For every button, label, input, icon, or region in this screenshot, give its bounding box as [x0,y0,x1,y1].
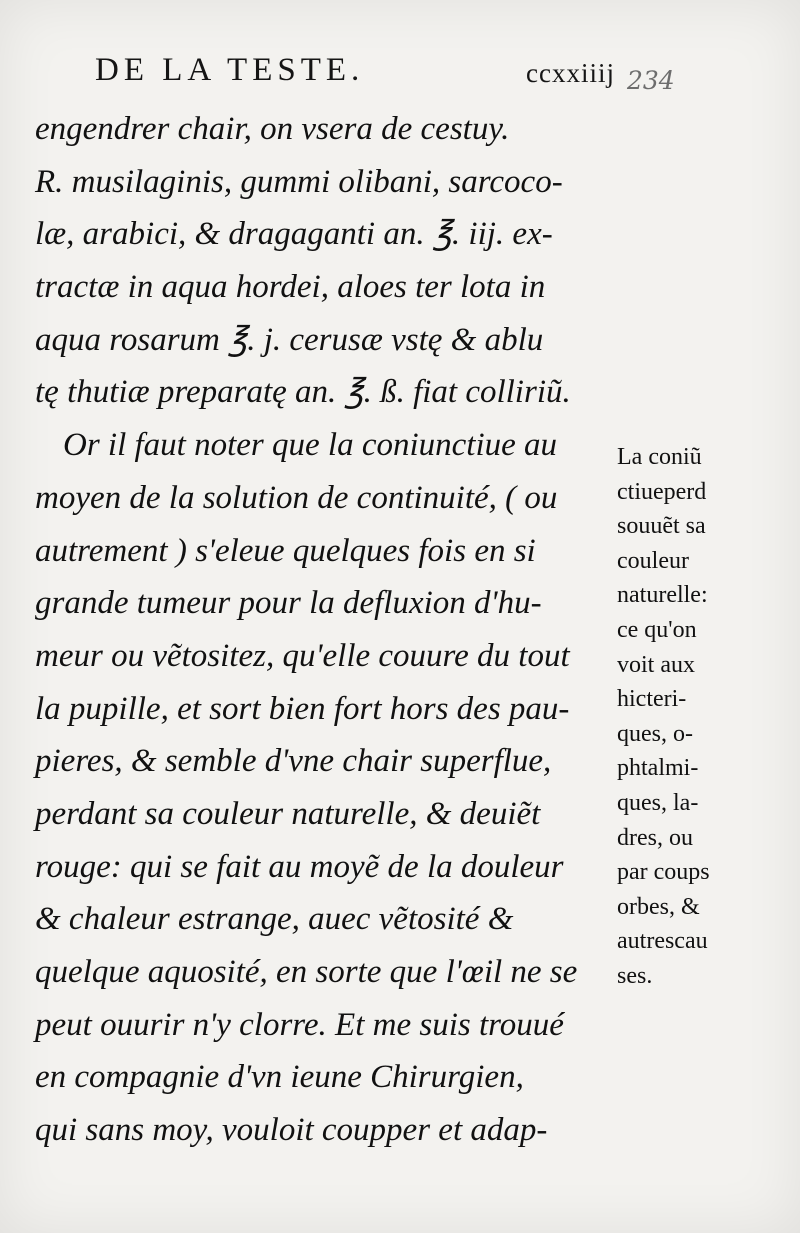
text-line: rouge: qui se fait au moyẽ de la douleur [35,848,564,885]
text-line: pieres, & semble d'vne chair superflue, [35,743,552,780]
margin-line: ques, o- [617,720,693,747]
margin-line: ques, la- [617,789,699,816]
margin-line: ctiueperd [617,478,707,505]
text-line: la pupille, et sort bien fort hors des pau- [35,690,570,727]
margin-line: autrescau [617,928,708,955]
margin-line: hicteri- [617,686,687,713]
text-line: perdant sa couleur naturelle, & deuiẽt [35,795,541,832]
text-line: tractæ in aqua hordei, aloes ter lota in [35,269,546,306]
folio-number: ccxxiiij [526,58,615,88]
text-line: peut ouurir n'y clorre. Et me suis trouué [35,1006,564,1043]
margin-line: par coups [617,859,710,886]
margin-line: ce qu'on [617,616,697,643]
margin-line: voit aux [617,651,695,678]
text-line: engendrer chair, on vsera de cestuy. [35,111,510,147]
text-line: & chaleur estrange, auec vẽtosité & [35,901,514,938]
running-title: DE LA TESTE. [95,52,365,88]
pencil-page-number: 234 [627,66,675,95]
margin-line: couleur [617,547,689,574]
marginal-note [617,440,792,994]
text-line: qui sans moy, vouloit coupper et adap- [35,1112,548,1149]
margin-line: ses. [617,962,653,989]
paragraph-start-line: Or il faut noter que la coniunctiue au [63,427,558,464]
text-line: autrement ) s'eleue quelques fois en si [35,532,536,569]
running-head [95,52,615,92]
text-line: tę thutiæ preparatę an. ℥. ß. fiat colliriũ. [35,374,571,411]
text-line: R. musilaginis, gummi olibani, sarcoco- [35,163,563,200]
text-line: læ, arabici, & dragaganti an. ℥. iij. ex- [35,216,553,253]
text-line: en compagnie d'vn ieune Chirurgien, [35,1059,524,1096]
text-line: moyen de la solution de continuité, ( ou [35,479,558,516]
margin-line: La coniũ [617,444,702,470]
text-line: quelque aquosité, en sorte que l'œil ne se [35,954,578,990]
text-line: grande tumeur pour la defluxion d'hu- [35,585,542,622]
margin-line: dres, ou [617,824,693,851]
margin-line: orbes, & [617,893,700,920]
margin-line: souuẽt sa [617,513,706,540]
margin-line: naturelle: [617,582,708,609]
text-line: aqua rosarum ℥. j. cerusæ vstę & ablu [35,321,544,358]
text-line: meur ou vẽtositez, qu'elle couure du tout [35,637,570,674]
main-text-block [35,103,615,1157]
margin-line: phtalmi- [617,755,699,782]
